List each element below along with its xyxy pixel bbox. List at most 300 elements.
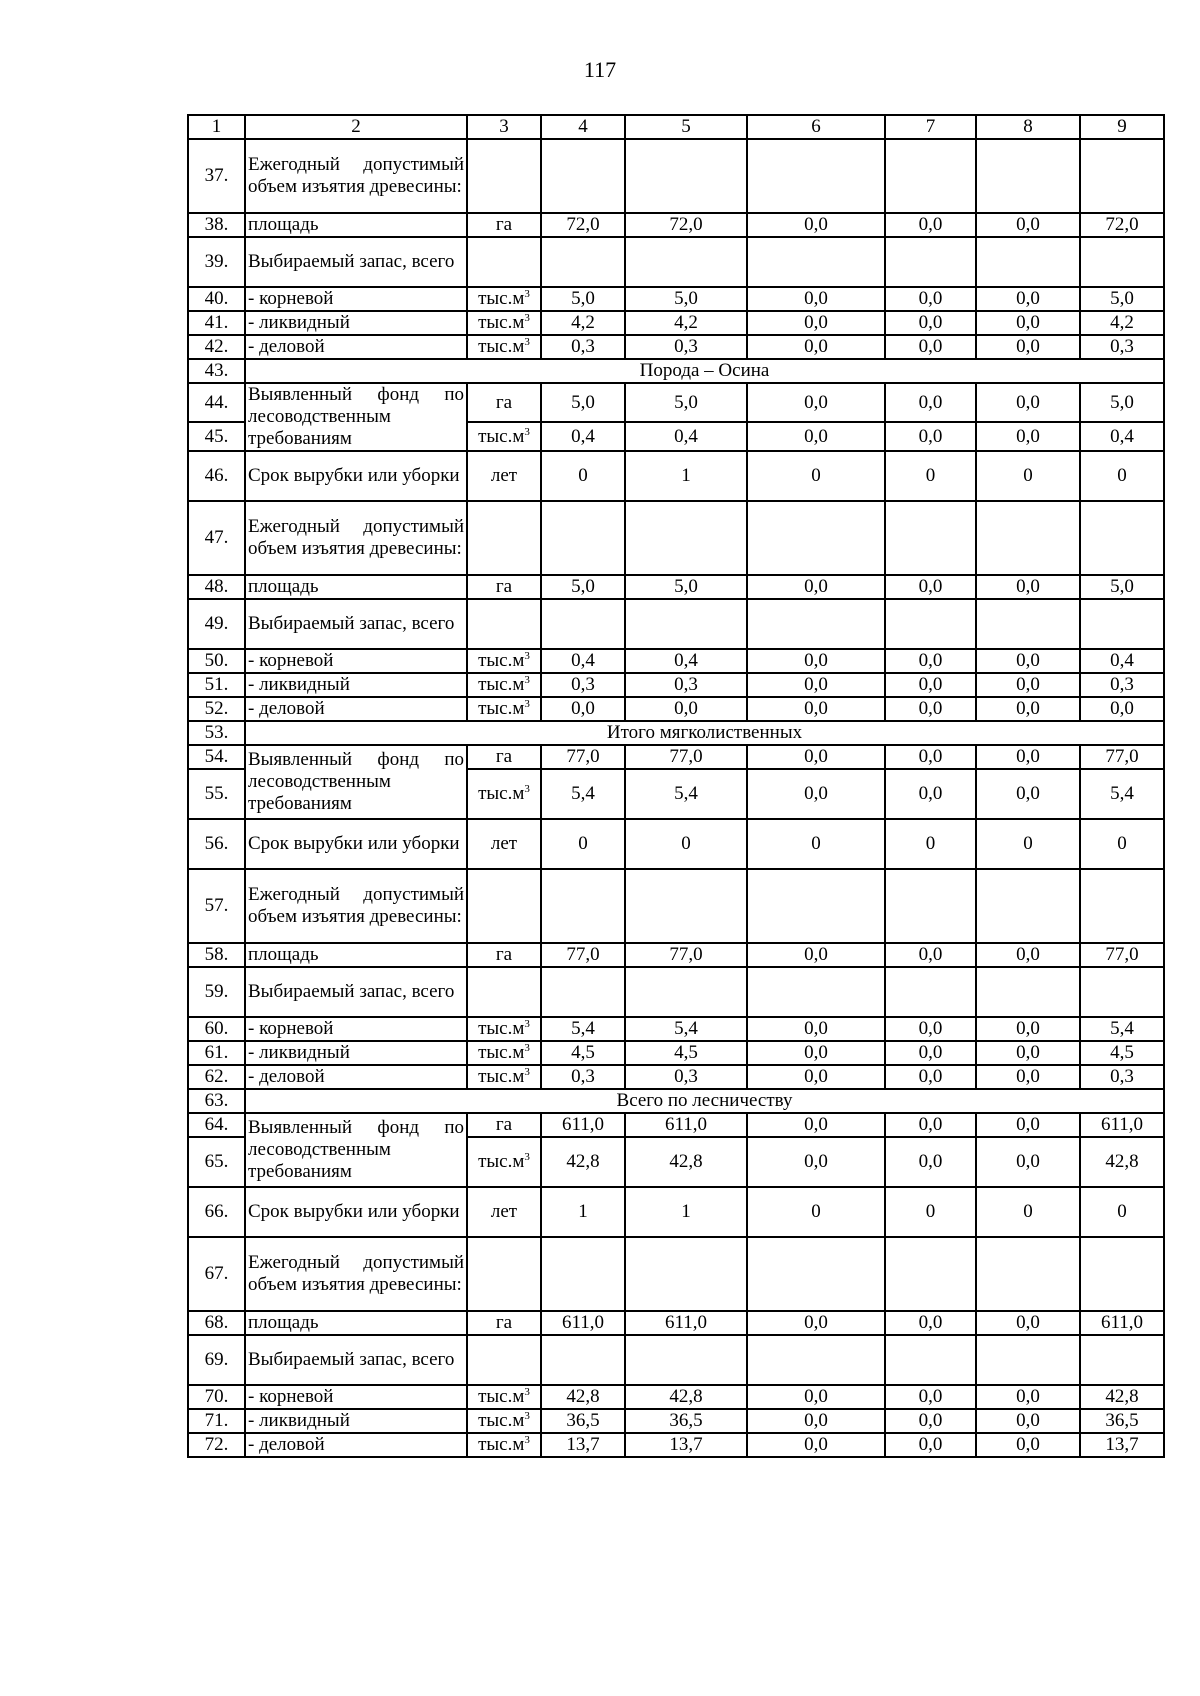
unit-superscript: 3 <box>524 288 530 300</box>
value-cell <box>885 967 976 1017</box>
value-cell: 0 <box>747 1187 885 1237</box>
unit-label: тыс.м <box>478 1066 525 1087</box>
value-cell <box>541 501 625 575</box>
value-cell <box>976 501 1080 575</box>
row-number: 61. <box>188 1041 245 1065</box>
value-cell: 0,0 <box>885 769 976 819</box>
value-cell: 0,0 <box>976 1311 1080 1335</box>
unit-label: лет <box>490 1201 518 1222</box>
row-number: 49. <box>188 599 245 649</box>
indicator-name: площадь <box>245 943 467 967</box>
value-cell: 0,0 <box>976 213 1080 237</box>
table-row <box>188 383 1164 422</box>
value-cell <box>747 1335 885 1385</box>
value-cell: 72,0 <box>625 213 747 237</box>
value-cell: 5,0 <box>625 575 747 599</box>
value-cell <box>625 1335 747 1385</box>
value-cell: 0,0 <box>885 745 976 769</box>
value-cell: 0,0 <box>976 1113 1080 1137</box>
value-cell: 5,4 <box>625 769 747 819</box>
value-cell: 4,5 <box>625 1041 747 1065</box>
value-cell: 0,0 <box>976 1433 1080 1457</box>
value-cell <box>976 1335 1080 1385</box>
row-number: 60. <box>188 1017 245 1041</box>
row-number: 37. <box>188 139 245 213</box>
value-cell <box>976 1237 1080 1311</box>
value-cell: 0,0 <box>885 943 976 967</box>
table-row <box>188 1041 1164 1065</box>
indicator-name: Выявленный фонд по лесоводственным требованиям <box>245 383 467 451</box>
value-cell: 77,0 <box>625 745 747 769</box>
value-cell: 0,0 <box>1080 697 1164 721</box>
table-row <box>188 1089 1164 1113</box>
value-cell: 42,8 <box>625 1137 747 1187</box>
row-number: 53. <box>188 721 245 745</box>
header-cell: 1 <box>188 115 245 139</box>
value-cell: 0,0 <box>976 311 1080 335</box>
value-cell <box>625 967 747 1017</box>
value-cell: 36,5 <box>541 1409 625 1433</box>
unit-label: лет <box>490 465 518 486</box>
value-cell: 0,0 <box>885 1041 976 1065</box>
value-cell <box>885 1237 976 1311</box>
value-cell: 0,0 <box>976 697 1080 721</box>
indicator-name: Ежегодный допустимый объем изъятия древесины: <box>245 869 467 943</box>
value-cell: 0,0 <box>885 1065 976 1089</box>
unit-superscript: 3 <box>524 312 530 324</box>
unit-cell <box>467 311 541 335</box>
row-number: 42. <box>188 335 245 359</box>
unit-cell <box>467 1041 541 1065</box>
value-cell: 0,0 <box>747 287 885 311</box>
value-cell: 5,4 <box>1080 769 1164 819</box>
value-cell: 0,0 <box>976 649 1080 673</box>
row-number: 47. <box>188 501 245 575</box>
unit-cell <box>467 1409 541 1433</box>
table-row <box>188 213 1164 237</box>
value-cell <box>885 501 976 575</box>
unit-cell <box>467 943 541 967</box>
value-cell: 611,0 <box>625 1311 747 1335</box>
row-number: 71. <box>188 1409 245 1433</box>
row-number: 66. <box>188 1187 245 1237</box>
table-row <box>188 1017 1164 1041</box>
indicator-name: площадь <box>245 213 467 237</box>
value-cell: 0,0 <box>747 311 885 335</box>
value-cell: 0 <box>885 451 976 501</box>
value-cell: 72,0 <box>541 213 625 237</box>
value-cell <box>1080 967 1164 1017</box>
value-cell: 1 <box>625 451 747 501</box>
table-row <box>188 311 1164 335</box>
unit-label: тыс.м <box>478 336 525 357</box>
value-cell: 0 <box>1080 451 1164 501</box>
value-cell <box>747 967 885 1017</box>
value-cell: 5,4 <box>541 1017 625 1041</box>
value-cell <box>1080 1335 1164 1385</box>
unit-superscript: 3 <box>524 698 530 710</box>
value-cell <box>747 139 885 213</box>
table-row <box>188 599 1164 649</box>
table-row <box>188 649 1164 673</box>
unit-cell <box>467 451 541 501</box>
value-cell: 36,5 <box>1080 1409 1164 1433</box>
row-number: 54. <box>188 745 245 769</box>
value-cell: 4,5 <box>1080 1041 1164 1065</box>
table-row <box>188 1433 1164 1457</box>
value-cell: 0,4 <box>1080 422 1164 451</box>
value-cell: 0,0 <box>976 1017 1080 1041</box>
value-cell: 72,0 <box>1080 213 1164 237</box>
value-cell: 0 <box>625 819 747 869</box>
value-cell <box>885 599 976 649</box>
value-cell: 0 <box>1080 819 1164 869</box>
indicator-name: Срок вырубки или уборки <box>245 1187 467 1237</box>
value-cell: 0,0 <box>747 1065 885 1089</box>
value-cell <box>541 967 625 1017</box>
value-cell <box>1080 237 1164 287</box>
value-cell: 611,0 <box>1080 1113 1164 1137</box>
row-number: 40. <box>188 287 245 311</box>
value-cell: 5,0 <box>1080 287 1164 311</box>
value-cell <box>1080 1237 1164 1311</box>
unit-label: тыс.м <box>478 698 525 719</box>
indicator-name: - корневой <box>245 1017 467 1041</box>
value-cell <box>885 139 976 213</box>
unit-label: га <box>495 391 513 413</box>
row-number: 68. <box>188 1311 245 1335</box>
row-number: 52. <box>188 697 245 721</box>
page-number: 117 <box>583 57 617 82</box>
indicator-name: - корневой <box>245 649 467 673</box>
row-number: 69. <box>188 1335 245 1385</box>
value-cell <box>747 869 885 943</box>
unit-cell <box>467 1385 541 1409</box>
table-row <box>188 1187 1164 1237</box>
value-cell: 13,7 <box>1080 1433 1164 1457</box>
unit-label: тыс.м <box>478 1386 525 1407</box>
value-cell: 0,3 <box>1080 1065 1164 1089</box>
indicator-name: площадь <box>245 1311 467 1335</box>
row-number: 58. <box>188 943 245 967</box>
unit-label: га <box>495 1114 513 1135</box>
unit-superscript: 3 <box>524 1434 530 1446</box>
unit-cell <box>467 697 541 721</box>
value-cell <box>1080 869 1164 943</box>
value-cell <box>747 599 885 649</box>
value-cell: 0,0 <box>747 335 885 359</box>
row-number: 41. <box>188 311 245 335</box>
unit-label: га <box>495 746 513 767</box>
value-cell: 0,0 <box>625 697 747 721</box>
indicator-name: площадь <box>245 575 467 599</box>
unit-cell <box>467 1065 541 1089</box>
unit-cell <box>467 213 541 237</box>
value-cell <box>625 869 747 943</box>
value-cell: 4,5 <box>541 1041 625 1065</box>
unit-label: тыс.м <box>478 1434 525 1455</box>
value-cell: 42,8 <box>1080 1385 1164 1409</box>
value-cell <box>1080 501 1164 575</box>
value-cell: 0,0 <box>747 1433 885 1457</box>
table-row <box>188 943 1164 967</box>
unit-cell <box>467 649 541 673</box>
value-cell: 0,0 <box>976 1137 1080 1187</box>
value-cell: 77,0 <box>1080 943 1164 967</box>
value-cell: 77,0 <box>1080 745 1164 769</box>
value-cell: 611,0 <box>541 1113 625 1137</box>
unit-label: тыс.м <box>478 1410 525 1431</box>
value-cell <box>541 599 625 649</box>
unit-label: га <box>495 214 513 235</box>
header-cell: 4 <box>541 115 625 139</box>
unit-cell <box>467 237 541 287</box>
value-cell: 0,0 <box>885 1311 976 1335</box>
value-cell: 5,0 <box>541 383 625 422</box>
unit-label: лет <box>490 833 518 854</box>
unit-cell <box>467 287 541 311</box>
value-cell: 0,0 <box>885 697 976 721</box>
value-cell: 0,0 <box>747 1385 885 1409</box>
value-cell: 42,8 <box>541 1137 625 1187</box>
value-cell: 0,0 <box>976 769 1080 819</box>
unit-superscript: 3 <box>524 783 530 795</box>
header-cell: 6 <box>747 115 885 139</box>
indicator-name: - деловой <box>245 697 467 721</box>
value-cell: 0,0 <box>747 422 885 451</box>
row-number: 51. <box>188 673 245 697</box>
table-row <box>188 967 1164 1017</box>
row-number: 70. <box>188 1385 245 1409</box>
value-cell: 0,0 <box>885 383 976 422</box>
value-cell: 611,0 <box>541 1311 625 1335</box>
indicator-name: - ликвидный <box>245 1041 467 1065</box>
value-cell <box>747 501 885 575</box>
indicator-name: - деловой <box>245 1433 467 1457</box>
table-row <box>188 287 1164 311</box>
value-cell: 77,0 <box>541 745 625 769</box>
value-cell: 0,3 <box>625 335 747 359</box>
value-cell: 0,3 <box>541 1065 625 1089</box>
value-cell: 611,0 <box>625 1113 747 1137</box>
unit-cell <box>467 819 541 869</box>
row-number: 65. <box>188 1137 245 1187</box>
unit-cell <box>467 967 541 1017</box>
value-cell <box>541 139 625 213</box>
value-cell <box>625 237 747 287</box>
value-cell: 0,3 <box>1080 673 1164 697</box>
value-cell <box>885 869 976 943</box>
indicator-name: Выявленный фонд по лесоводственным требованиям <box>245 1113 467 1187</box>
table-row <box>188 673 1164 697</box>
row-number: 63. <box>188 1089 245 1113</box>
header-cell: 8 <box>976 115 1080 139</box>
value-cell: 77,0 <box>625 943 747 967</box>
table-row <box>188 359 1164 383</box>
indicator-name: Выявленный фонд по лесоводственным требованиям <box>245 745 467 819</box>
value-cell: 0,0 <box>885 1433 976 1457</box>
value-cell: 0,0 <box>747 383 885 422</box>
unit-label: тыс.м <box>478 674 525 695</box>
value-cell: 0,0 <box>976 943 1080 967</box>
table-row <box>188 139 1164 213</box>
table-row <box>188 237 1164 287</box>
unit-label: тыс.м <box>478 1018 525 1039</box>
value-cell: 1 <box>541 1187 625 1237</box>
indicator-name: Ежегодный допустимый объем изъятия древесины: <box>245 139 467 213</box>
table-row <box>188 1335 1164 1385</box>
unit-cell <box>467 1433 541 1457</box>
unit-cell <box>467 869 541 943</box>
indicator-name: - деловой <box>245 1065 467 1089</box>
header-cell: 2 <box>245 115 467 139</box>
table-row <box>188 575 1164 599</box>
value-cell: 0,0 <box>885 311 976 335</box>
value-cell: 0,3 <box>541 335 625 359</box>
value-cell: 0 <box>747 819 885 869</box>
value-cell <box>976 599 1080 649</box>
value-cell: 0,0 <box>885 422 976 451</box>
table-row <box>188 1311 1164 1335</box>
indicator-name: Срок вырубки или уборки <box>245 451 467 501</box>
row-number: 50. <box>188 649 245 673</box>
value-cell: 0,0 <box>747 1113 885 1137</box>
table-row <box>188 745 1164 769</box>
value-cell: 0,0 <box>976 745 1080 769</box>
value-cell: 0,0 <box>541 697 625 721</box>
table-row <box>188 1409 1164 1433</box>
value-cell: 611,0 <box>1080 1311 1164 1335</box>
value-cell <box>976 869 1080 943</box>
value-cell: 0,0 <box>885 1409 976 1433</box>
section-title: Итого мягколиственных <box>245 721 1164 745</box>
unit-cell <box>467 673 541 697</box>
value-cell <box>625 501 747 575</box>
value-cell: 4,2 <box>625 311 747 335</box>
indicator-name: Выбираемый запас, всего <box>245 967 467 1017</box>
unit-superscript: 3 <box>524 425 530 438</box>
unit-superscript: 3 <box>524 1386 530 1398</box>
value-cell <box>976 139 1080 213</box>
value-cell: 0 <box>747 451 885 501</box>
row-number: 62. <box>188 1065 245 1089</box>
value-cell: 0 <box>541 451 625 501</box>
value-cell: 0,0 <box>747 1137 885 1187</box>
value-cell <box>625 599 747 649</box>
value-cell: 0 <box>976 1187 1080 1237</box>
value-cell: 5,0 <box>625 287 747 311</box>
unit-cell <box>467 1017 541 1041</box>
table-row <box>188 721 1164 745</box>
unit-superscript: 3 <box>524 1410 530 1422</box>
value-cell: 0,0 <box>976 422 1080 451</box>
row-number: 64. <box>188 1113 245 1137</box>
table-row <box>188 1065 1164 1089</box>
value-cell: 0 <box>1080 1187 1164 1237</box>
value-cell <box>625 1237 747 1311</box>
table-row <box>188 1385 1164 1409</box>
value-cell: 4,2 <box>541 311 625 335</box>
unit-label: га <box>495 944 513 965</box>
value-cell: 42,8 <box>541 1385 625 1409</box>
section-title: Порода – Осина <box>245 359 1164 383</box>
unit-cell <box>467 1137 541 1187</box>
value-cell: 0,4 <box>1080 649 1164 673</box>
value-cell: 0 <box>976 451 1080 501</box>
row-number: 44. <box>188 383 245 422</box>
row-number: 45. <box>188 422 245 451</box>
value-cell <box>541 1237 625 1311</box>
header-row <box>188 115 1164 139</box>
value-cell: 0 <box>541 819 625 869</box>
value-cell: 0,0 <box>747 745 885 769</box>
unit-cell <box>467 1113 541 1137</box>
value-cell: 0,4 <box>541 649 625 673</box>
unit-cell <box>467 422 541 451</box>
unit-cell <box>467 501 541 575</box>
value-cell: 0,3 <box>1080 335 1164 359</box>
value-cell: 0 <box>976 819 1080 869</box>
value-cell: 0 <box>885 819 976 869</box>
value-cell: 5,0 <box>541 287 625 311</box>
unit-superscript: 3 <box>524 1151 530 1163</box>
unit-label: га <box>495 576 513 597</box>
table-row <box>188 819 1164 869</box>
header-cell: 7 <box>885 115 976 139</box>
row-number: 46. <box>188 451 245 501</box>
unit-cell <box>467 139 541 213</box>
row-number: 67. <box>188 1237 245 1311</box>
unit-superscript: 3 <box>524 1018 530 1030</box>
indicator-name: - ликвидный <box>245 311 467 335</box>
value-cell: 0,0 <box>747 697 885 721</box>
table-row <box>188 1237 1164 1311</box>
value-cell: 0,0 <box>976 1385 1080 1409</box>
value-cell: 0,3 <box>625 673 747 697</box>
row-number: 72. <box>188 1433 245 1457</box>
indicator-name: Выбираемый запас, всего <box>245 1335 467 1385</box>
value-cell <box>976 967 1080 1017</box>
table-row <box>188 501 1164 575</box>
value-cell <box>885 237 976 287</box>
value-cell: 13,7 <box>625 1433 747 1457</box>
value-cell: 36,5 <box>625 1409 747 1433</box>
indicator-name: Выбираемый запас, всего <box>245 599 467 649</box>
indicator-name: - ликвидный <box>245 1409 467 1433</box>
unit-superscript: 3 <box>524 1066 530 1078</box>
table-row <box>188 1113 1164 1137</box>
value-cell <box>541 237 625 287</box>
value-cell <box>885 1335 976 1385</box>
forest-fund-table <box>187 114 1165 1458</box>
unit-label: тыс.м <box>478 650 525 671</box>
value-cell: 0,0 <box>976 383 1080 422</box>
unit-cell <box>467 1335 541 1385</box>
value-cell: 0,0 <box>747 1041 885 1065</box>
value-cell: 0,0 <box>747 673 885 697</box>
value-cell: 0,0 <box>885 1385 976 1409</box>
value-cell: 77,0 <box>541 943 625 967</box>
value-cell: 0,3 <box>541 673 625 697</box>
value-cell: 0,0 <box>976 673 1080 697</box>
indicator-name: Срок вырубки или уборки <box>245 819 467 869</box>
value-cell: 0,0 <box>885 1017 976 1041</box>
value-cell: 0,0 <box>976 1065 1080 1089</box>
unit-label: тыс.м <box>478 425 525 447</box>
value-cell <box>541 869 625 943</box>
row-number: 38. <box>188 213 245 237</box>
row-number: 43. <box>188 359 245 383</box>
